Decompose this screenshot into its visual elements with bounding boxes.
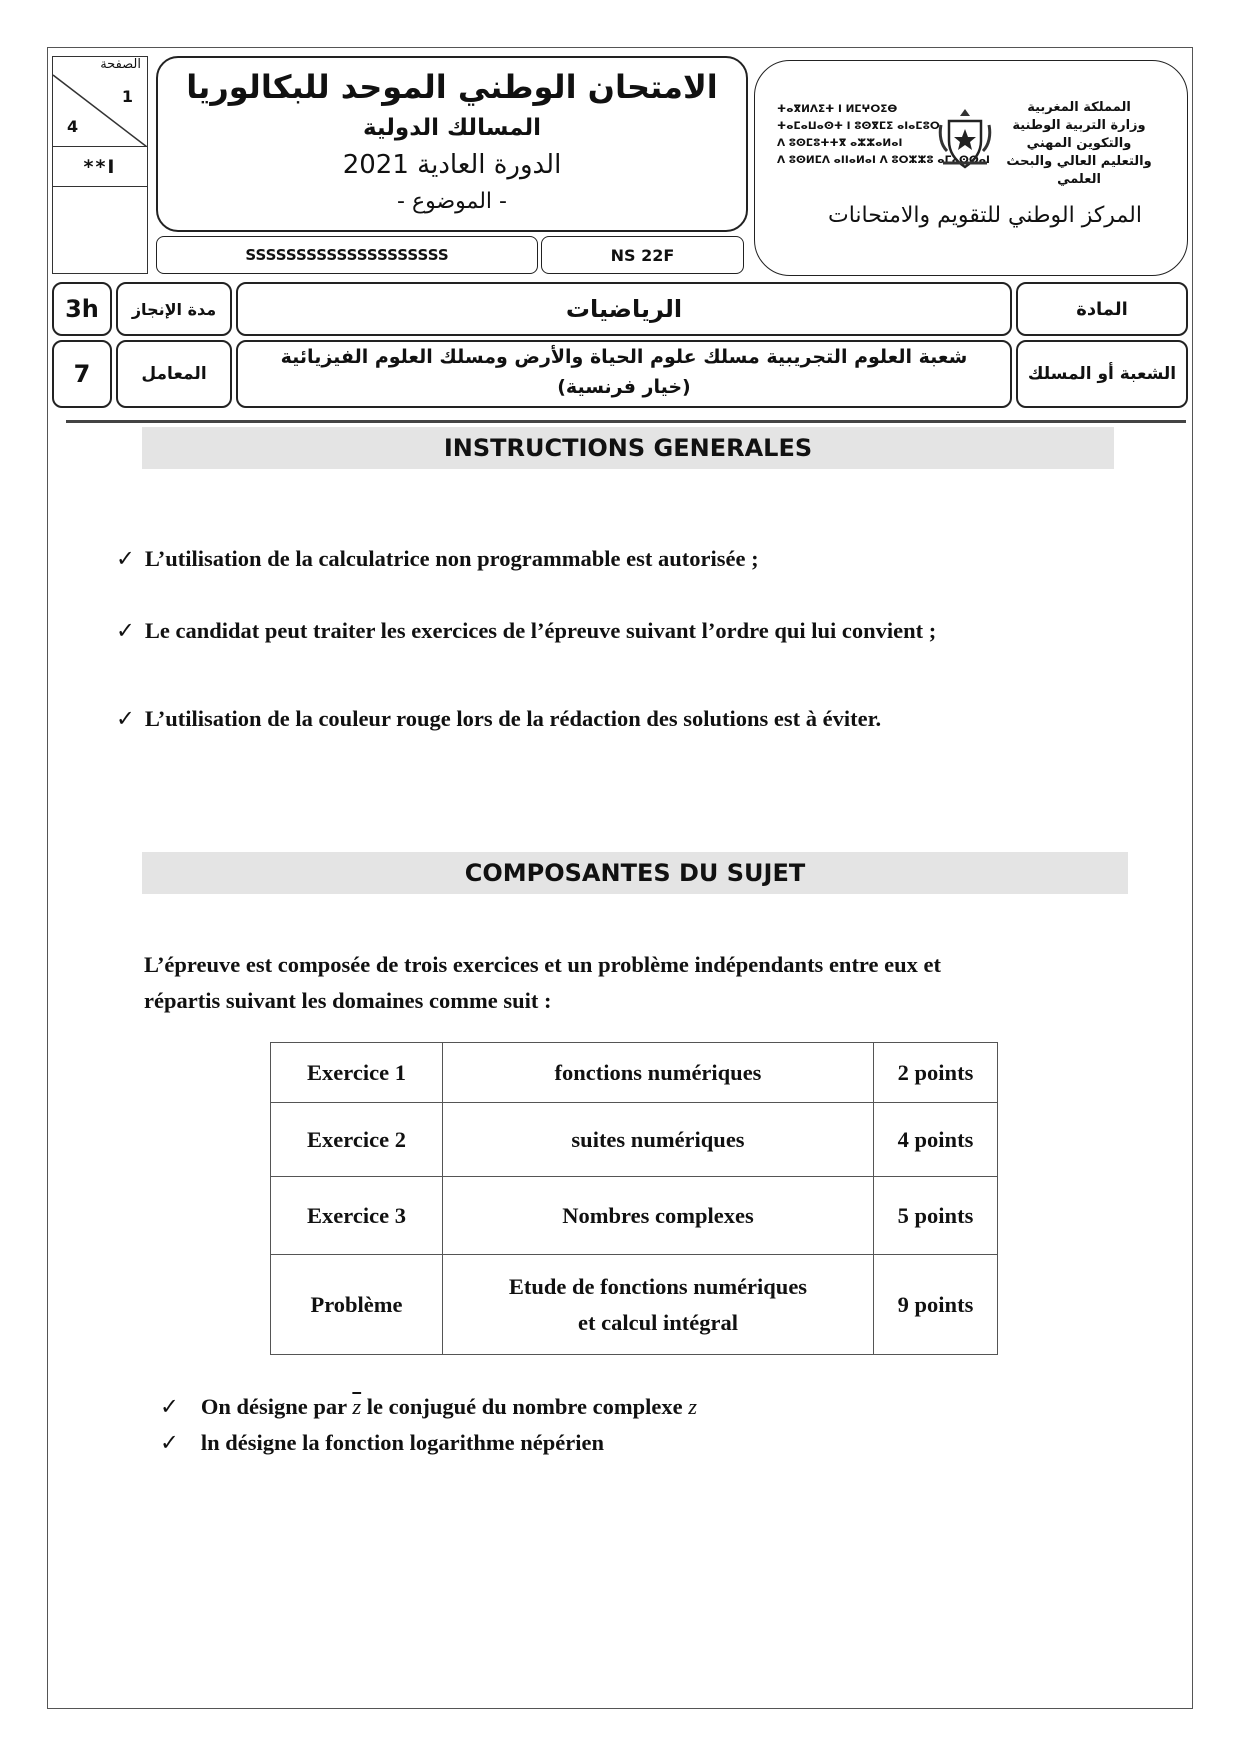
exercise-name: Problème xyxy=(271,1255,443,1355)
table-row xyxy=(271,1103,998,1177)
ministry-arabic xyxy=(989,99,1169,189)
exercise-domain xyxy=(443,1043,874,1103)
instruction-text: L’utilisation de la couleur rouge lors de la rédaction des solutions est à éviter. xyxy=(144,706,882,731)
z-bar-symbol: $\overline{z}$ xyxy=(352,1394,362,1419)
ministry-line: والتعليم العالي والبحث العلمي xyxy=(1006,154,1152,187)
composition-title: COMPOSANTES DU SUJET xyxy=(142,852,1128,894)
coef-label-box xyxy=(116,340,232,408)
branch-box xyxy=(236,340,1012,408)
coat-of-arms-icon xyxy=(935,105,995,171)
amazigh-line: ⴷ ⵓⵙⵍⵎⴷ ⴰⵏⵏⴰⵍⴰⵏ ⴷ ⵓⵔⵣⵣⵓ ⴰⵎⴰⵙⵙⴰⵏ xyxy=(777,154,990,166)
amazigh-line: ⴷ ⵓⵙⵎⵓⵜⵜⴳ ⴰⵣⵣⴰⵍⴰⵏ xyxy=(777,137,903,149)
note-ln xyxy=(160,1430,604,1456)
page-label: الصفحة xyxy=(100,57,141,72)
table-row xyxy=(271,1043,998,1103)
branch-line-2: (خيار فرنسية) xyxy=(557,376,691,398)
composition-intro-2: répartis suivant les domaines comme suit : xyxy=(144,988,552,1013)
amazigh-line: ⵜⴰⵎⴰⵡⴰⵙⵜ ⵏ ⵓⵙⴳⵎⵉ ⴰⵏⴰⵎⵓⵔ xyxy=(777,120,940,132)
header-separator xyxy=(66,420,1186,423)
subject-field-label: المادة xyxy=(1076,298,1128,320)
ministry-line: المملكة المغربية xyxy=(1027,100,1131,115)
exercise-name: Exercice 2 xyxy=(271,1103,443,1177)
check-icon: ✓ xyxy=(116,618,135,643)
subject-value-box xyxy=(236,282,1012,336)
exam-track: المسالك الدولية xyxy=(362,115,542,141)
exercise-points: 9 points xyxy=(874,1255,998,1355)
check-icon: ✓ xyxy=(116,546,135,571)
page-number-box xyxy=(52,56,148,274)
center-name: المركز الوطني للتقويم والامتحانات xyxy=(828,202,1142,228)
code-s: SSSSSSSSSSSSSSSSSSSS xyxy=(245,246,449,264)
instruction-item xyxy=(116,706,881,732)
instruction-text: L’utilisation de la calculatrice non programmable est autorisée ; xyxy=(144,546,759,571)
composition-table xyxy=(270,1042,998,1355)
code-ns-box xyxy=(541,236,744,274)
instruction-item xyxy=(116,546,759,572)
ministry-amazigh xyxy=(777,101,990,169)
ministry-line: وزارة التربية الوطنية xyxy=(1012,118,1146,133)
ministry-line: والتكوين المهني xyxy=(1026,136,1132,151)
coef-value-box xyxy=(52,340,112,408)
table-row xyxy=(271,1177,998,1255)
domain-line: Etude de fonctions numériques xyxy=(508,1273,808,1299)
branch-label: الشعبة أو المسلك xyxy=(1027,364,1177,384)
ministry-box xyxy=(754,60,1188,276)
page-total: 4 xyxy=(67,117,79,136)
subject-label: - الموضوع - xyxy=(397,188,507,214)
coef-label: المعامل xyxy=(141,364,207,384)
code-s-box xyxy=(156,236,538,274)
exercise-points: 5 points xyxy=(874,1177,998,1255)
duration-label: مدة الإنجاز xyxy=(131,299,217,319)
instructions-title: INSTRUCTIONS GENERALES xyxy=(142,427,1114,469)
session: الدورة العادية 2021 xyxy=(342,150,562,180)
duration-value-box xyxy=(52,282,112,336)
branch-label-box xyxy=(1016,340,1188,408)
exercise-name: Exercice 3 xyxy=(271,1177,443,1255)
subject-value: الرياضيات xyxy=(565,295,683,323)
check-icon: ✓ xyxy=(160,1394,179,1419)
coef-value: 7 xyxy=(73,360,91,388)
exercise-domain xyxy=(443,1255,874,1355)
composition-intro-1: L’épreuve est composée de trois exercices et un problème indépendants entre eux et xyxy=(144,952,941,977)
duration-value: 3h xyxy=(65,295,99,323)
exercise-domain xyxy=(443,1103,874,1177)
note-text: le conjugué du nombre complexe xyxy=(366,1394,683,1419)
check-icon: ✓ xyxy=(116,706,135,731)
exercise-points: 4 points xyxy=(874,1103,998,1177)
page-number: 1 xyxy=(121,87,133,106)
domain-line: suites numériques xyxy=(571,1126,745,1152)
branch-line-1: شعبة العلوم التجريبية مسلك علوم الحياة والأرض ومسلك العلوم الفيزيائية xyxy=(280,346,968,368)
z-symbol: z xyxy=(688,1394,697,1419)
instruction-text: Le candidat peut traiter les exercices de l’épreuve suivant l’ordre qui lui convient ; xyxy=(144,618,937,643)
subject-label-box xyxy=(1016,282,1188,336)
ln-symbol: ln xyxy=(200,1430,220,1455)
domain-line: et calcul intégral xyxy=(578,1309,738,1335)
exercise-points: 2 points xyxy=(874,1043,998,1103)
exam-title-box xyxy=(156,56,748,232)
note-conjugate xyxy=(160,1394,697,1420)
table-row xyxy=(271,1255,998,1355)
page-mark: **I xyxy=(53,147,147,187)
exam-title: الامتحان الوطني الموحد للبكالوريا xyxy=(186,68,718,106)
check-icon: ✓ xyxy=(160,1430,179,1455)
exercise-name: Exercice 1 xyxy=(271,1043,443,1103)
domain-line: fonctions numériques xyxy=(554,1059,762,1085)
note-text: désigne la fonction logarithme népérien xyxy=(225,1430,604,1455)
instruction-item xyxy=(116,618,936,644)
duration-label-box xyxy=(116,282,232,336)
code-ns: NS 22F xyxy=(610,245,675,265)
note-text: On désigne par xyxy=(200,1394,347,1419)
page-number-cell xyxy=(53,57,147,147)
amazigh-line: ⵜⴰⴳⵍⴷⵉⵜ ⵏ ⵍⵎⵖⵔⵉⴱ xyxy=(777,103,898,115)
exercise-domain xyxy=(443,1177,874,1255)
domain-line: Nombres complexes xyxy=(562,1202,754,1228)
